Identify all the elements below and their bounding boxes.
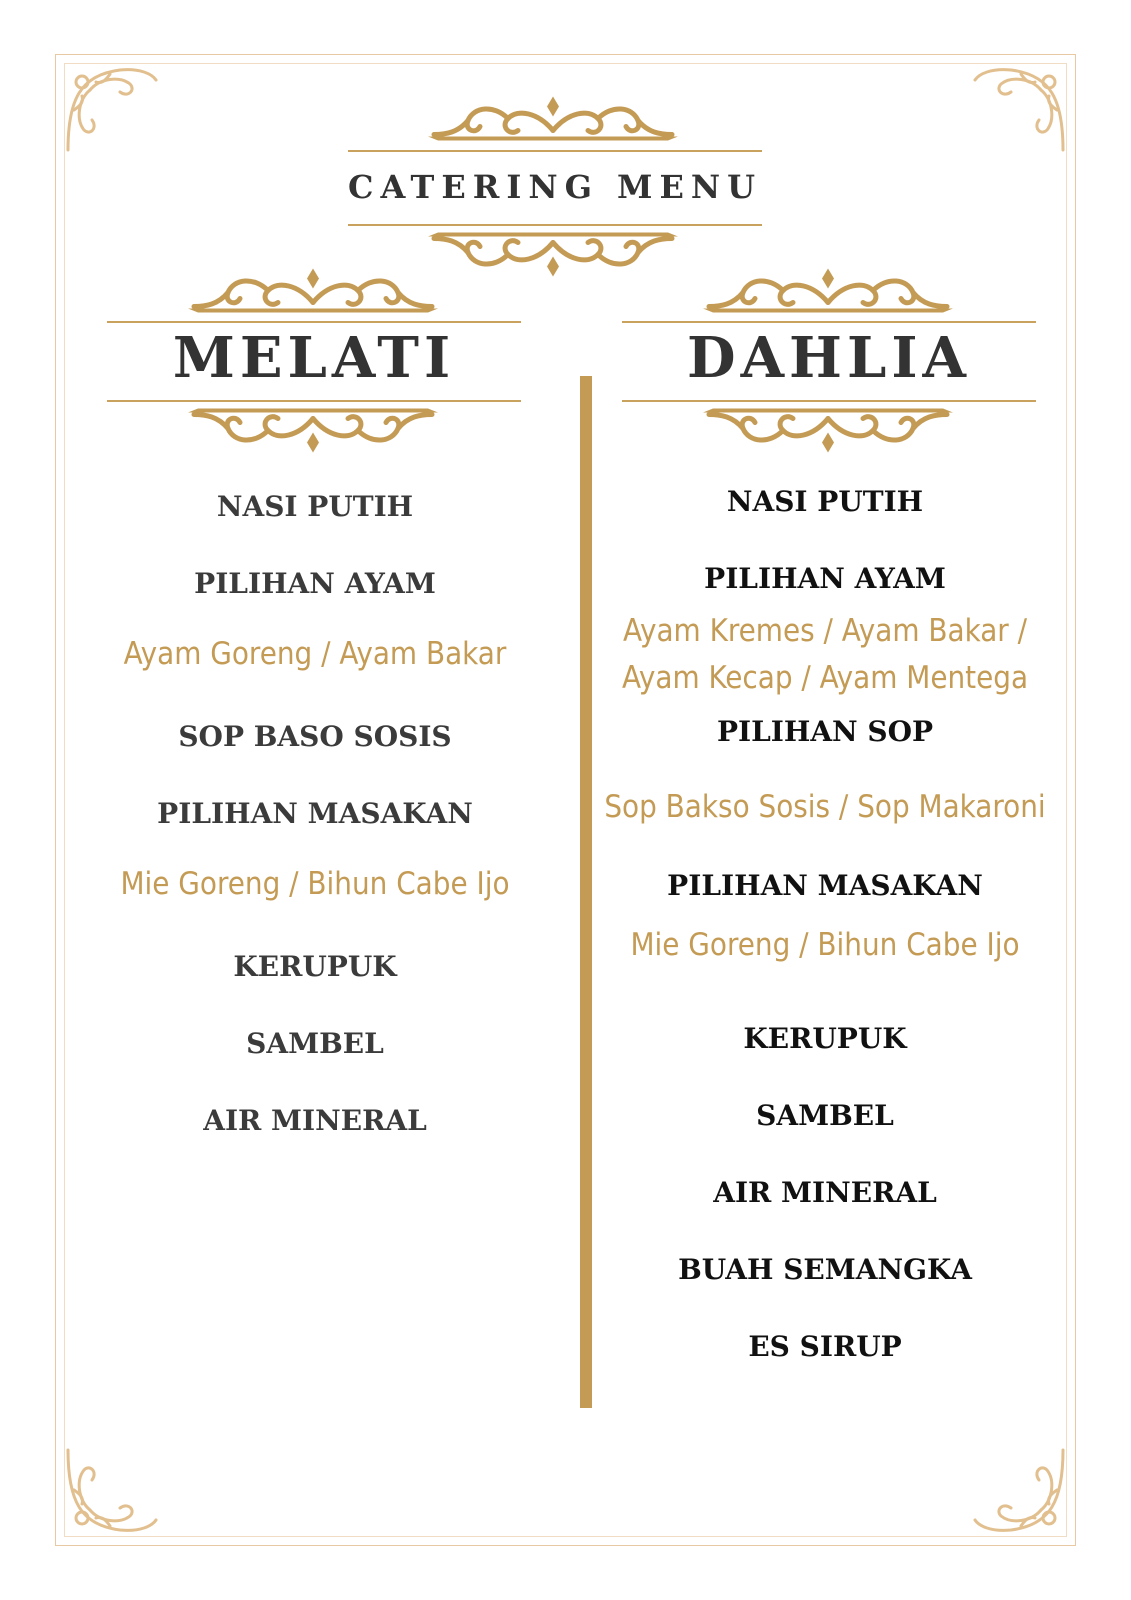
menu-item: KERUPUK [233, 950, 397, 983]
menu-item: SAMBEL [246, 1027, 384, 1060]
corner-flourish-icon [60, 60, 160, 160]
menu-item: SAMBEL [756, 1099, 894, 1132]
menu-title-melati: MELATI [172, 325, 456, 391]
menu-item: PILIHAN SOP [716, 715, 934, 748]
dahlia-rule-top [622, 321, 1036, 323]
title-top-ornament-icon [428, 90, 678, 145]
menu-item: NASI PUTIH [726, 485, 924, 518]
menu-item: BUAH SEMANGKA [678, 1253, 972, 1286]
dahlia-top-ornament-icon [703, 262, 953, 317]
corner-flourish-icon [971, 1440, 1071, 1540]
menu-item: PILIHAN AYAM [704, 562, 946, 595]
title-rule-top [348, 150, 762, 152]
menu-item: PILIHAN MASAKAN [667, 869, 983, 902]
menu-option: Ayam Kremes / Ayam Bakar / [623, 613, 1027, 649]
menu-option: Ayam Kecap / Ayam Mentega [621, 660, 1029, 696]
page-title: CATERING MENU [348, 168, 762, 206]
title-bottom-ornament-icon [428, 228, 678, 283]
melati-bottom-ornament-icon [188, 404, 438, 459]
menu-option: Ayam Goreng / Ayam Bakar [123, 636, 507, 672]
melati-rule-bottom [107, 400, 521, 402]
dahlia-rule-bottom [622, 400, 1036, 402]
menu-item: NASI PUTIH [216, 490, 414, 523]
corner-flourish-icon [60, 1440, 160, 1540]
title-rule-bottom [348, 224, 762, 226]
menu-item: ES SIRUP [748, 1330, 902, 1363]
corner-flourish-icon [971, 60, 1071, 160]
menu-item: AIR MINERAL [713, 1176, 937, 1209]
dahlia-bottom-ornament-icon [703, 404, 953, 459]
menu-item: SOP BASO SOSIS [178, 720, 452, 753]
melati-top-ornament-icon [188, 262, 438, 317]
menu-option: Mie Goreng / Bihun Cabe Ijo [120, 866, 510, 902]
menu-item: PILIHAN MASAKAN [157, 797, 473, 830]
menu-title-dahlia: DAHLIA [687, 325, 971, 391]
column-divider [580, 376, 592, 1408]
menu-item: AIR MINERAL [203, 1104, 427, 1137]
menu-option: Sop Bakso Sosis / Sop Makaroni [604, 789, 1046, 825]
menu-item: PILIHAN AYAM [194, 567, 436, 600]
menu-item: KERUPUK [743, 1022, 907, 1055]
menu-option: Mie Goreng / Bihun Cabe Ijo [630, 927, 1020, 963]
melati-rule-top [107, 321, 521, 323]
